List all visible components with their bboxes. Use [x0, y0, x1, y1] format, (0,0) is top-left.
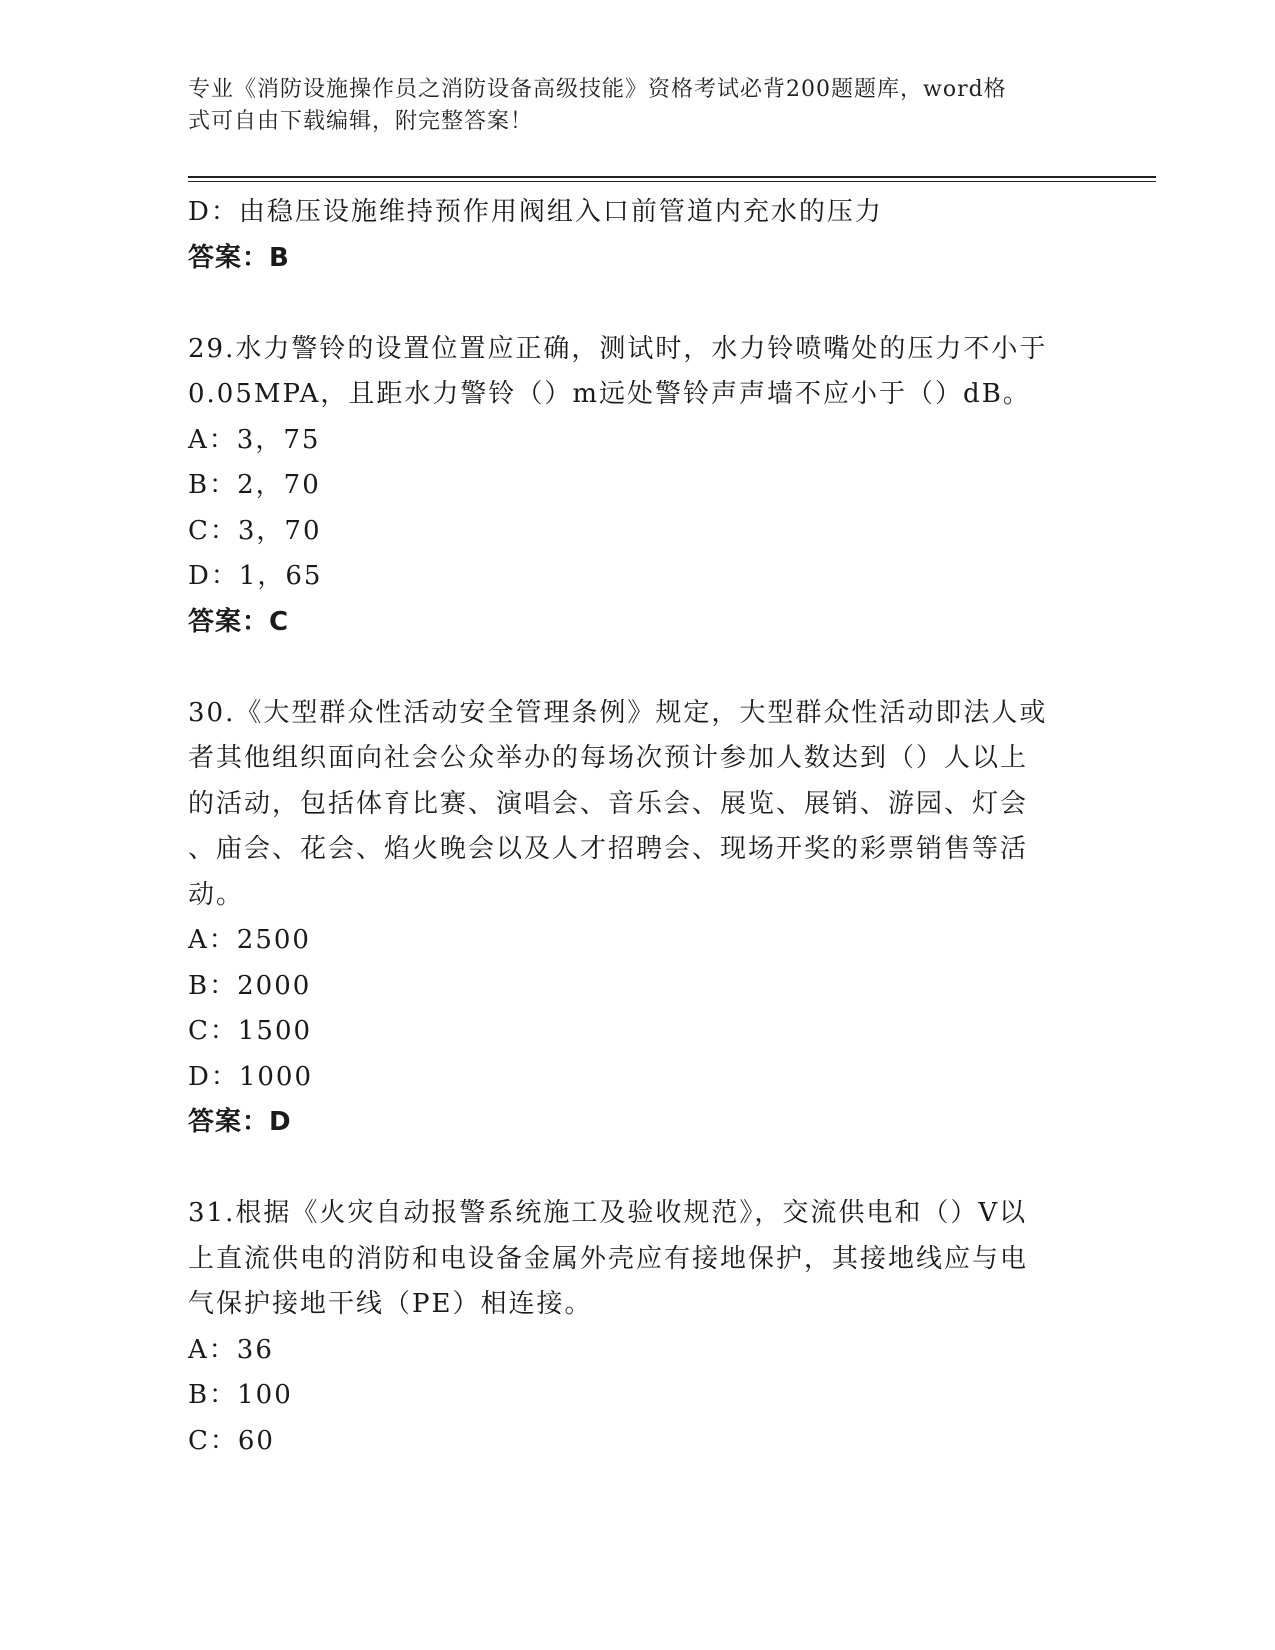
question-text-line: 的活动，包括体育比赛、演唱会、音乐会、展览、展销、游园、灯会: [188, 788, 1029, 819]
header-divider-thick: [188, 176, 1156, 178]
question-text-line: 者其他组织面向社会公众举办的每场次预计参加人数达到（）人以上: [188, 743, 1029, 773]
document-body: [188, 190, 1083, 1464]
question-text-line: 30.《大型群众性活动安全管理条例》规定，大型群众性活动即法人或: [188, 697, 1048, 728]
answer-line: 答案：D: [188, 1107, 292, 1137]
question-text-line: 、庙会、花会、焰火晚会以及人才招聘会、现场开奖的彩票销售等活: [188, 834, 1029, 864]
spacer: [188, 1146, 1083, 1192]
option-b: B：2000: [188, 970, 312, 1001]
question-block: [188, 691, 1083, 1146]
option-d: D：由稳压设施维持预作用阀组入口前管道内充水的压力: [188, 197, 883, 227]
option-c: C：3，70: [188, 515, 322, 546]
header-title-line-2: 式可自由下载编辑，附完整答案！: [188, 109, 534, 134]
question-text-line: 31.根据《火灾自动报警系统施工及验收规范》，交流供电和（）V以: [188, 1198, 1028, 1228]
spacer: [188, 281, 1083, 327]
option-b: B：2，70: [188, 470, 321, 500]
option-c: C：60: [188, 1425, 275, 1456]
answer-line: 答案：C: [188, 606, 290, 637]
option-a: A：2500: [188, 925, 311, 955]
option-d: D：1，65: [188, 561, 323, 591]
page-header: [188, 74, 1068, 138]
question-block: [188, 327, 1083, 646]
question-text-line: 气保护接地干线（PE）相连接。: [188, 1289, 593, 1319]
header-title-line-1: 专业《消防设施操作员之消防设备高级技能》资格考试必背200题题库，word格: [188, 77, 1007, 102]
answer-line: 答案：B: [188, 242, 290, 273]
question-text-line: 29.水力警铃的设置位置应正确，测试时，水力铃喷嘴处的压力不小于: [188, 333, 1048, 364]
option-c: C：1500: [188, 1016, 313, 1046]
option-b: B：100: [188, 1380, 293, 1410]
header-divider-thin: [188, 181, 1156, 182]
question-text-line: 动。: [188, 879, 245, 910]
question-text-line: 上直流供电的消防和电设备金属外壳应有接地保护，其接地线应与电: [188, 1243, 1029, 1274]
question-block: [188, 1191, 1083, 1464]
option-a: A：36: [188, 1334, 274, 1365]
option-d: D：1000: [188, 1061, 314, 1092]
option-a: A：3，75: [188, 424, 321, 455]
spacer: [188, 645, 1083, 691]
question-text-line: 0.05MPA，且距水力警铃（）m远处警铃声声墙不应小于（）dB。: [188, 379, 1031, 409]
